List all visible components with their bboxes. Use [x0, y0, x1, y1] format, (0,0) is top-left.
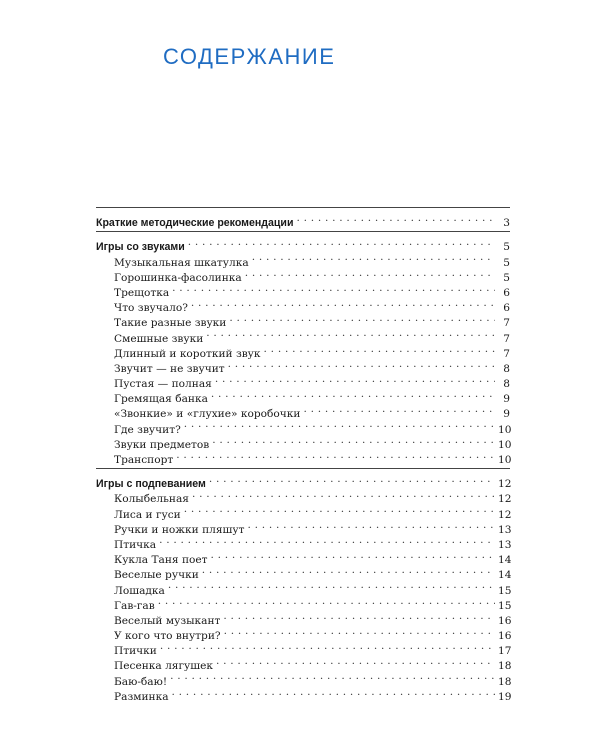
- leader-dots: [184, 417, 495, 432]
- toc-page-number: 9: [503, 408, 510, 421]
- toc-item-label: Смешные звуки: [114, 332, 204, 345]
- leader-dots: [209, 472, 495, 487]
- leader-dots: [202, 563, 495, 578]
- toc-page-number: 12: [498, 478, 512, 491]
- toc-page-number: 10: [498, 423, 512, 436]
- toc-page-number: 5: [503, 271, 510, 284]
- toc-item-label: Музыкальная шкатулка: [114, 256, 249, 269]
- toc-item[interactable]: [96, 609, 512, 627]
- toc-page-number: 16: [498, 614, 512, 627]
- toc-page-number: 17: [498, 645, 512, 658]
- leader-dots: [191, 296, 495, 311]
- leader-dots: [223, 609, 495, 624]
- leader-dots: [264, 342, 495, 357]
- toc-item-label: Баю-баю!: [114, 675, 168, 688]
- toc-page-number: 7: [503, 347, 510, 360]
- leader-dots: [188, 235, 495, 250]
- leader-dots: [159, 533, 495, 548]
- toc-section-label: Краткие методические рекомендации: [96, 217, 294, 230]
- toc-page-number: 3: [503, 217, 510, 230]
- leader-dots: [168, 578, 495, 593]
- toc-section-heading[interactable]: [96, 472, 512, 491]
- toc-page-number: 12: [498, 493, 512, 506]
- toc-item[interactable]: [96, 594, 512, 612]
- toc-item-label: Лошадка: [114, 584, 165, 597]
- leader-dots: [211, 387, 495, 402]
- toc-section: [96, 469, 510, 705]
- toc-page-number: 13: [498, 523, 512, 536]
- toc-page-number: 16: [498, 630, 512, 643]
- leader-dots: [296, 211, 495, 226]
- leader-dots: [211, 548, 495, 563]
- toc-item-label: «Звонкие» и «глухие» коробочки: [114, 408, 301, 421]
- toc-page-number: 6: [503, 286, 510, 299]
- leader-dots: [160, 639, 495, 654]
- toc-item-label: Горошинка-фасолинка: [114, 271, 242, 284]
- toc-page-number: 8: [503, 362, 510, 375]
- toc-page-number: 5: [503, 241, 510, 254]
- toc-page-number: 8: [503, 378, 510, 391]
- leader-dots: [215, 372, 495, 387]
- leader-dots: [224, 624, 495, 639]
- leader-dots: [172, 685, 495, 700]
- toc-item-label: У кого что внутри?: [114, 630, 221, 643]
- toc-page-number: 13: [498, 538, 512, 551]
- toc-item-label: Где звучит?: [114, 423, 181, 436]
- leader-dots: [228, 357, 495, 372]
- toc-page-number: 14: [498, 554, 512, 567]
- leader-dots: [176, 448, 495, 463]
- leader-dots: [158, 594, 495, 609]
- leader-dots: [303, 402, 495, 417]
- toc-item-label: Колыбельная: [114, 493, 189, 506]
- toc-item-label: Птички: [114, 645, 157, 658]
- toc-item-label: Кукла Таня поет: [114, 554, 208, 567]
- leader-dots: [248, 518, 496, 533]
- leader-dots: [229, 311, 495, 326]
- toc-page-number: 6: [503, 302, 510, 315]
- toc-item-label: Веселые ручки: [114, 569, 199, 582]
- table-of-contents: [96, 207, 510, 705]
- toc-page-number: 5: [503, 256, 510, 269]
- toc-item-label: Песенка лягушек: [114, 660, 214, 673]
- leader-dots: [170, 669, 495, 684]
- toc-item-label: Трещотка: [114, 286, 170, 299]
- leader-dots: [252, 250, 495, 265]
- toc-page-number: 12: [498, 508, 512, 521]
- toc-page-number: 7: [503, 317, 510, 330]
- page-title: СОДЕРЖАНИЕ: [163, 44, 336, 69]
- toc-section-heading[interactable]: [96, 211, 510, 230]
- toc-item-label: Гремящая банка: [114, 393, 208, 406]
- toc-page-number: 14: [498, 569, 512, 582]
- toc-item-label: Звуки предметов: [114, 438, 210, 451]
- leader-dots: [192, 487, 495, 502]
- toc-item-label: Длинный и короткий звук: [114, 347, 261, 360]
- toc-item-label: Пустая — полная: [114, 378, 212, 391]
- toc-page-number: 10: [498, 454, 512, 466]
- toc-item-label: Звучит — не звучит: [114, 362, 225, 375]
- toc-item-label: Ручки и ножки пляшут: [114, 523, 245, 536]
- leader-dots: [172, 281, 495, 296]
- toc-item-label: Птичка: [114, 538, 157, 551]
- toc-page-number: 15: [498, 599, 512, 612]
- toc-item-label: Разминка: [114, 690, 169, 703]
- toc-page-number: 19: [498, 690, 512, 703]
- toc-page-number: 9: [503, 393, 510, 406]
- leader-dots: [216, 654, 495, 669]
- leader-dots: [206, 326, 495, 341]
- toc-item-label: Лиса и гуси: [114, 508, 181, 521]
- leader-dots: [212, 433, 495, 448]
- toc-item-label: Гав-гав: [114, 599, 155, 612]
- toc-item-label: Такие разные звуки: [114, 317, 227, 330]
- toc-section: [96, 232, 510, 468]
- toc-page-number: 7: [503, 332, 510, 345]
- toc-page-number: 15: [498, 584, 512, 597]
- toc-page-number: 10: [498, 438, 512, 451]
- toc-section-label: Игры со звуками: [96, 241, 185, 254]
- toc-page-number: 18: [498, 675, 512, 688]
- toc-section-heading[interactable]: [96, 235, 510, 254]
- toc-item-label: Транспорт: [114, 454, 174, 466]
- toc-item-label: Что звучало?: [114, 302, 188, 315]
- toc-section-label: Игры с подпеванием: [96, 478, 206, 491]
- toc-page-number: 18: [498, 660, 512, 673]
- toc-item-label: Веселый музыкант: [114, 614, 221, 627]
- leader-dots: [245, 266, 495, 281]
- toc-section: [96, 208, 510, 231]
- leader-dots: [184, 502, 495, 517]
